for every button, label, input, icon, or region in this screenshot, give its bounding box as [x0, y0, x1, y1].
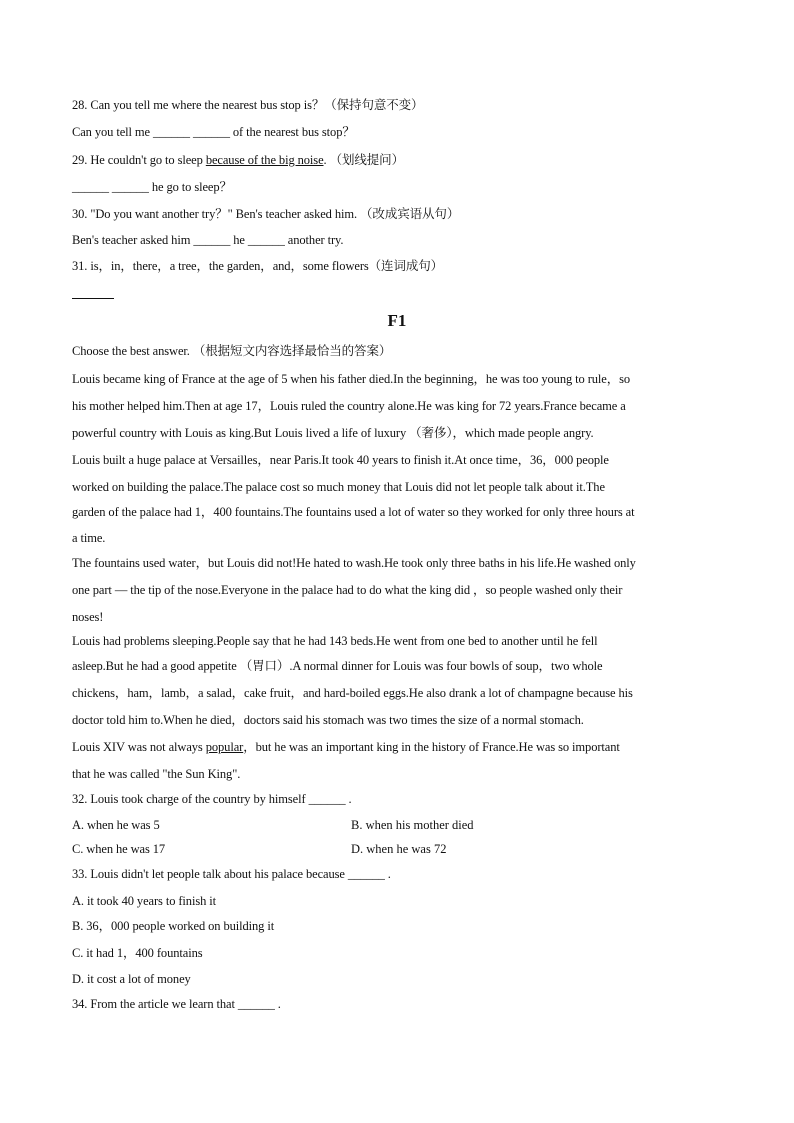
q31-question: 31. is，in，there，a tree，the garden，and，some flowers（连词成句）: [72, 259, 444, 273]
q28-answer-line: Can you tell me ______ ______ of the nearest bus stop？: [72, 125, 355, 139]
passage-line: a time.: [72, 531, 106, 545]
q32-stem: 32. Louis took charge of the country by himself ______ .: [72, 792, 352, 806]
passage-line: Louis became king of France at the age of 5 when his father died.In the beginning，he was too young to rule，so: [72, 372, 631, 386]
q31-answer-blank: [72, 298, 114, 299]
q30-answer-line: Ben's teacher asked him ______ he ______ another try.: [72, 233, 344, 247]
passage-line: one part — the tip of the nose.Everyone in the palace had to do what the king did ，so people washed only their: [72, 583, 623, 597]
passage-p5-prefix: Louis XIV was not always: [72, 740, 206, 754]
passage-line: Louis built a huge palace at Versailles，near Paris.It took 40 years to finish it.At once time，36，000 people: [72, 453, 609, 467]
passage-underlined-word: popular: [205, 740, 244, 754]
q29-prefix: 29. He couldn't go to sleep: [72, 153, 206, 167]
q33-option-a: A. it took 40 years to finish it: [72, 894, 217, 908]
q33-option-b: B. 36，000 people worked on building it: [72, 919, 275, 933]
q32-option-b: B. when his mother died: [351, 818, 474, 832]
passage-line: worked on building the palace.The palace cost so much money that Louis did not let people talk about it.The: [72, 480, 605, 494]
q30-question: 30. "Do you want another try？" Ben's teacher asked him. （改成宾语从句）: [72, 207, 460, 221]
passage-line: powerful country with Louis as king.But Louis lived a life of luxury （奢侈），which made people angry.: [72, 426, 594, 440]
section-title: F1: [387, 311, 407, 330]
q28-question: 28. Can you tell me where the nearest bus stop is？（保持句意不变）: [72, 98, 424, 112]
passage-p5-suffix: ，but he was an important king in the history of France.He was so important: [243, 740, 620, 754]
passage-line: his mother helped him.Then at age 17，Louis ruled the country alone.He was king for 72 years.France became a: [72, 399, 626, 413]
q33-option-c: C. it had 1，400 fountains: [72, 946, 203, 960]
passage-line: asleep.But he had a good appetite （胃口）.A normal dinner for Louis was four bowls of soup，two whole: [72, 659, 603, 673]
passage-line: noses!: [72, 610, 104, 624]
q32-option-a: A. when he was 5: [72, 818, 160, 832]
q34-stem: 34. From the article we learn that ______ .: [72, 997, 281, 1011]
passage-line: chickens，ham，lamb，a salad，cake fruit，and hard-boiled eggs.He also drank a lot of champagne because his: [72, 686, 633, 700]
q33-option-d: D. it cost a lot of money: [72, 972, 191, 986]
passage-line: [72, 739, 620, 755]
q29-suffix: . （划线提问）: [323, 153, 404, 167]
passage-line: Louis had problems sleeping.People say that he had 143 beds.He went from one bed to another until he fell: [72, 634, 598, 648]
q32-option-d: D. when he was 72: [351, 842, 447, 856]
q29-question: [72, 152, 404, 168]
q33-stem: 33. Louis didn't let people talk about his palace because ______ .: [72, 867, 391, 881]
passage-line: The fountains used water，but Louis did not!He hated to wash.He took only three baths in his life.He washed only: [72, 556, 636, 570]
q29-underlined-phrase: because of the big noise: [205, 153, 324, 167]
passage-line: doctor told him to.When he died，doctors said his stomach was two times the size of a normal stomach.: [72, 713, 584, 727]
section-instruction: Choose the best answer. （根据短文内容选择最恰当的答案）: [72, 344, 392, 358]
passage-line: garden of the palace had 1，400 fountains.The fountains used a lot of water so they worked for only three hours at: [72, 505, 635, 519]
q32-option-c: C. when he was 17: [72, 842, 166, 856]
q29-answer-line: ______ ______ he go to sleep？: [72, 180, 232, 194]
passage-line: that he was called "the Sun King".: [72, 767, 241, 781]
